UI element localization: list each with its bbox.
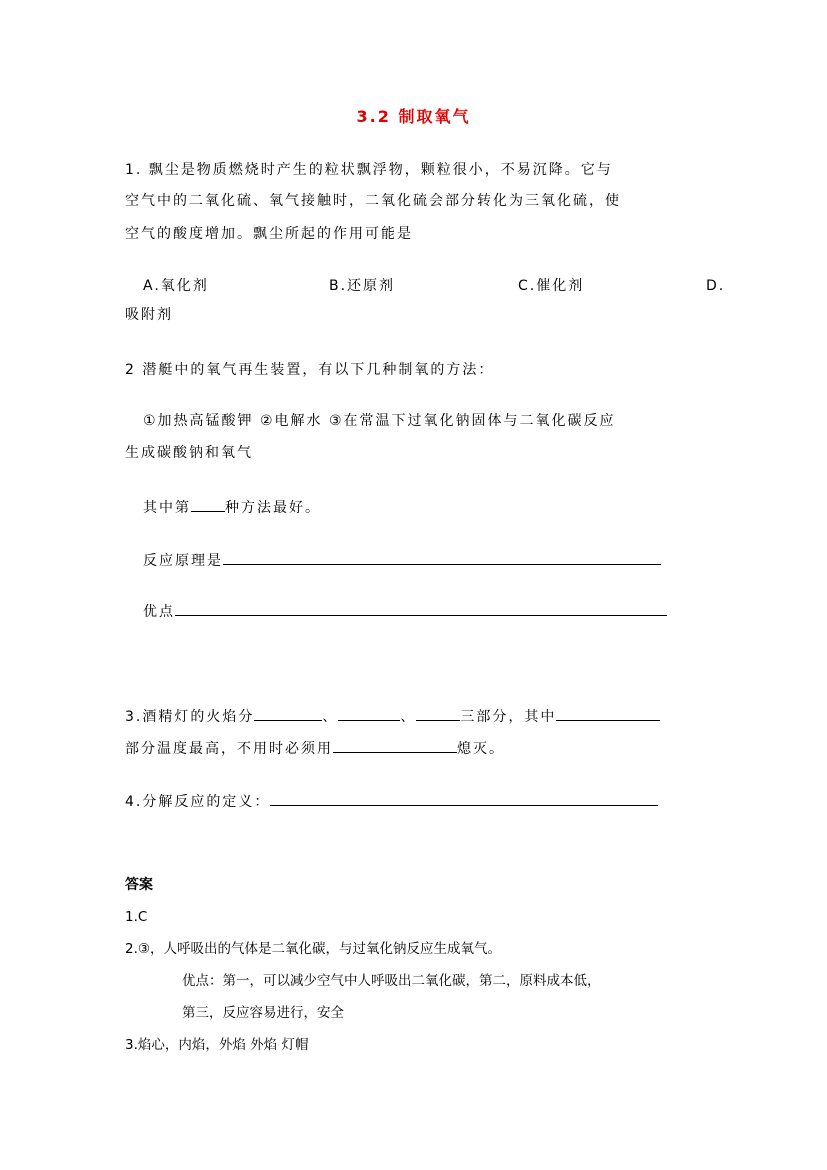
q2-intro: 2 潜艇中的氧气再生装置，有以下几种制氧的方法： xyxy=(125,362,495,378)
q1-option-c: C.催化剂 xyxy=(518,278,585,294)
q2-best-suffix: 种方法最好。 xyxy=(225,500,321,516)
q3-line-1 xyxy=(125,704,660,727)
q4-line xyxy=(125,789,658,812)
answers-heading: 答案 xyxy=(125,877,153,893)
q2-best-blank[interactable] xyxy=(191,495,225,512)
q1-line-3: 空气的酸度增加。飘尘所起的作用可能是 xyxy=(125,226,413,242)
q4-label: 4.分解反应的定义： xyxy=(125,794,271,810)
q2-methods-line-2: 生成碳酸钠和氧气 xyxy=(125,445,253,461)
q3-sep-1: 、 xyxy=(322,709,339,725)
q2-advantage-blank[interactable] xyxy=(175,599,667,616)
answer-2: 2.③，人呼吸出的气体是二氧化碳，与过氧化钠反应生成氧气。 xyxy=(125,941,501,957)
q2-methods-line-1: ①加热高锰酸钾 ②电解水 ③在常温下过氧化钠固体与二氧化碳反应 xyxy=(143,413,616,429)
q4-blank[interactable] xyxy=(270,789,658,806)
q2-best-prefix: 其中第 xyxy=(143,500,191,516)
q1-option-a: A.氧化剂 xyxy=(143,278,209,294)
q2-advantage-label: 优点 xyxy=(143,604,175,620)
q3-blank-4[interactable] xyxy=(556,704,660,721)
q3-blank-2[interactable] xyxy=(338,704,400,721)
q3-line2-prefix: 部分温度最高，不用时必须用 xyxy=(125,741,333,757)
q2-best-method xyxy=(143,495,321,518)
q2-principle xyxy=(143,548,661,571)
q1-option-d-text: 吸附剂 xyxy=(125,307,173,323)
q3-blank-1[interactable] xyxy=(254,704,322,721)
q3-blank-5[interactable] xyxy=(333,736,457,753)
answer-2-advantage-2: 第三，反应容易进行，安全 xyxy=(182,1005,344,1021)
q1-line-1: 1. 飘尘是物质燃烧时产生的粒状飘浮物，颗粒很小，不易沉降。它与 xyxy=(125,162,613,178)
q3-prefix: 3.酒精灯的火焰分 xyxy=(125,709,255,725)
q2-advantage xyxy=(143,599,667,622)
q3-line2-suffix: 熄灭。 xyxy=(457,741,505,757)
q3-blank-3[interactable] xyxy=(416,704,460,721)
q2-principle-label: 反应原理是 xyxy=(143,553,223,569)
answer-3: 3.焰心，内焰，外焰 外焰 灯帽 xyxy=(125,1037,309,1053)
q2-principle-blank[interactable] xyxy=(223,548,661,565)
answer-1: 1.C xyxy=(125,909,148,925)
answer-2-advantage-1: 优点：第一，可以减少空气中人呼吸出二氧化碳，第二，原料成本低， xyxy=(182,973,601,989)
page-title: 3.2 制取氧气 xyxy=(356,107,471,126)
q1-option-b: B.还原剂 xyxy=(329,278,396,294)
q3-sep-2: 、 xyxy=(400,709,417,725)
q3-mid: 三部分，其中 xyxy=(460,709,557,725)
q3-line-2 xyxy=(125,736,505,759)
q1-line-2: 空气中的二氧化硫、氧气接触时，二氧化硫会部分转化为三氧化硫，使 xyxy=(125,193,621,209)
q1-option-d: D. xyxy=(706,278,726,294)
